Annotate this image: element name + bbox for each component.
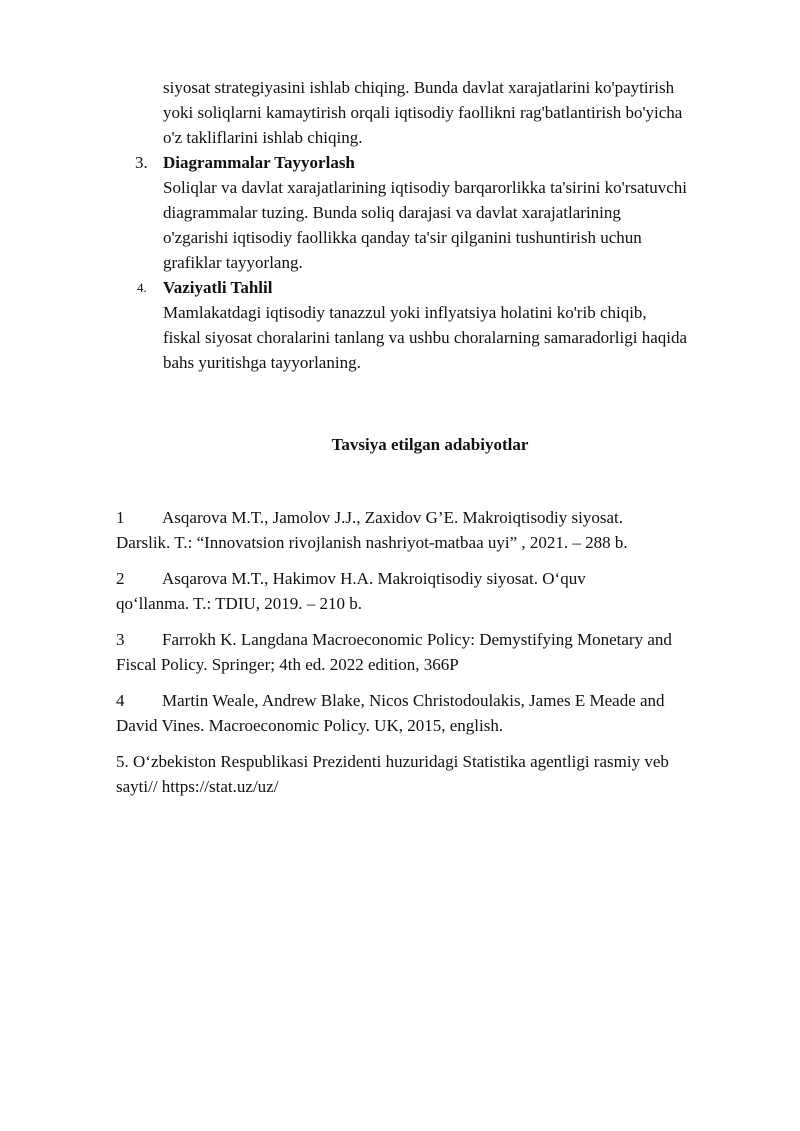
reference-item [116, 627, 746, 677]
reference-number: 3 [116, 630, 125, 649]
reference-text: Farrokh K. Langdana Macroeconomic Policy: Demystifying Monetary and [162, 630, 672, 649]
reference-text: Fiscal Policy. Springer; 4th ed. 2022 edition, 366P [116, 655, 459, 674]
reference-text: Darslik. T.: “Innovatsion rivojlanish nashriyot-matbaa uyi” , 2021. – 288 b. [116, 533, 628, 552]
list-item-vaziyatli-tahlil [137, 275, 763, 375]
reference-line [116, 627, 746, 652]
reference-item [116, 566, 746, 616]
paragraph-line: Mamlakatdagi iqtisodiy tanazzul yoki inflyatsiya holatini ko'rib chiqib, [163, 303, 647, 322]
reference-text: sayti// https://stat.uz/uz/ [116, 777, 279, 796]
reference-item [116, 505, 746, 555]
reference-text: Asqarova M.T., Jamolov J.J., Zaxidov G’E. Makroiqtisodiy siyosat. [162, 508, 624, 527]
reference-line [116, 566, 746, 591]
list-number: 3. [135, 153, 148, 172]
reference-text: David Vines. Macroeconomic Policy. UK, 2015, english. [116, 716, 504, 735]
task-list [135, 75, 763, 375]
reference-item [116, 688, 746, 738]
list-item-title: Diagrammalar Tayyorlash [163, 153, 355, 172]
reference-line [116, 688, 746, 713]
paragraph-line: fiskal siyosat choralarini tanlang va ushbu choralarning samaradorligi haqida [163, 328, 688, 347]
paragraph-line: o'z takliflarini ishlab chiqing. [163, 128, 363, 147]
references-list [116, 505, 746, 810]
reference-number: 4 [116, 691, 125, 710]
list-number: 4. [137, 280, 147, 295]
references-heading: Tavsiya etilgan adabiyotlar [331, 435, 529, 454]
reference-item [116, 749, 746, 799]
list-item-title: Vaziyatli Tahlil [163, 278, 273, 297]
paragraph-line: diagrammalar tuzing. Bunda soliq darajasi va davlat xarajatlarining [163, 203, 621, 222]
list-item-diagrammalar [135, 150, 763, 275]
reference-number: 1 [116, 508, 125, 527]
paragraph-line: bahs yuritishga tayyorlaning. [163, 353, 361, 372]
reference-text: Asqarova M.T., Hakimov H.A. Makroiqtisodiy siyosat. O‘quv [162, 569, 586, 588]
reference-number: 2 [116, 569, 125, 588]
reference-text: qo‘llanma. T.: TDIU, 2019. – 210 b. [116, 594, 363, 613]
paragraph-line: grafiklar tayyorlang. [163, 253, 303, 272]
reference-text: 5. O‘zbekiston Respublikasi Prezidenti huzuridagi Statistika agentligi rasmiy veb [116, 752, 669, 771]
reference-line [116, 505, 746, 530]
paragraph-line: yoki soliqlarni kamaytirish orqali iqtisodiy faollikni rag'batlantirish bo'yicha [163, 103, 683, 122]
list-item-continuation [163, 75, 763, 150]
paragraph-line: o'zgarishi iqtisodiy faollikka qanday ta'sir qilganini tushuntirish uchun [163, 228, 642, 247]
paragraph-line: siyosat strategiyasini ishlab chiqing. Bunda davlat xarajatlarini ko'paytirish [163, 78, 675, 97]
reference-text: Martin Weale, Andrew Blake, Nicos Christodoulakis, James E Meade and [162, 691, 665, 710]
paragraph-line: Soliqlar va davlat xarajatlarining iqtisodiy barqarorlikka ta'sirini ko'rsatuvchi [163, 178, 688, 197]
